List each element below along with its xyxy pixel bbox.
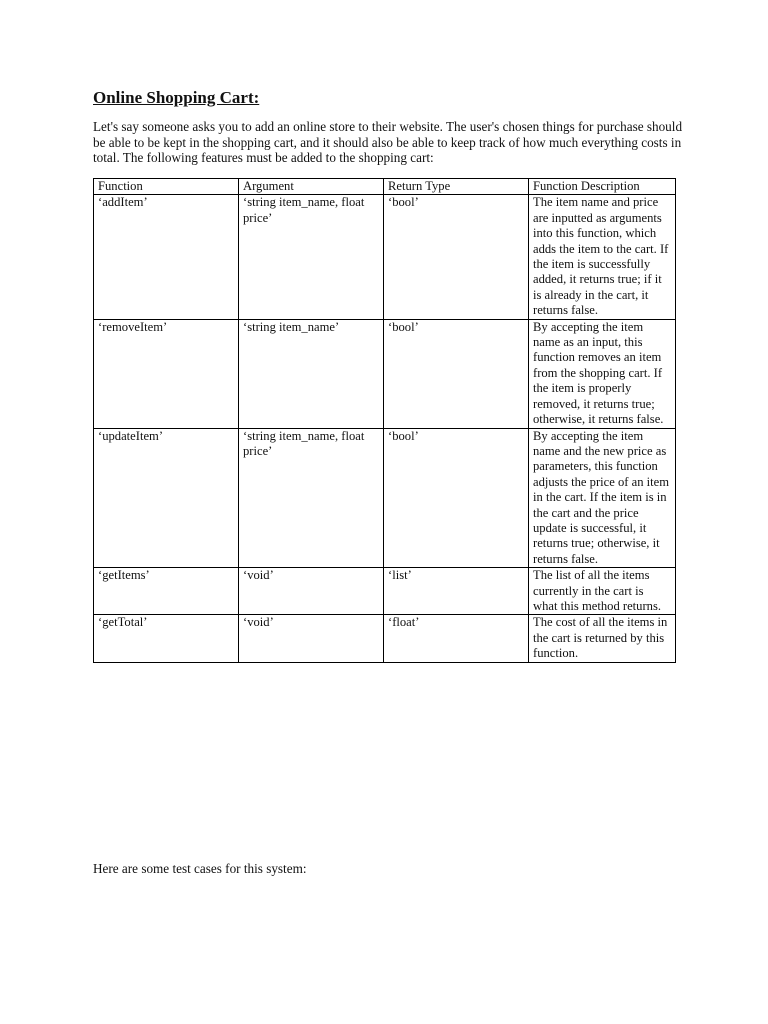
header-function-description: Function Description bbox=[529, 179, 676, 195]
test-cases-intro: Here are some test cases for this system: bbox=[93, 861, 307, 876]
table-row bbox=[94, 568, 676, 615]
return-type-cell: ‘list’ bbox=[384, 568, 529, 615]
description-cell: By accepting the item name as an input, this function removes an item from the shopping cart. If the item is properly removed, it returns true; otherwise, it returns false. bbox=[529, 319, 676, 428]
table-row bbox=[94, 615, 676, 662]
description-cell: The cost of all the items in the cart is returned by this function. bbox=[529, 615, 676, 662]
argument-cell: ‘void’ bbox=[239, 615, 384, 662]
function-cell: ‘addItem’ bbox=[94, 195, 239, 319]
intro-paragraph: Let's say someone asks you to add an online store to their website. The user's chosen things for purchase should be able to be kept in the shopping cart, and it should also be able to keep track of how much everything costs in total. The following features must be added to the shopping cart: bbox=[93, 119, 683, 166]
document-title: Online Shopping Cart: bbox=[93, 88, 260, 107]
header-function: Function bbox=[94, 179, 239, 195]
function-spec-table bbox=[93, 178, 676, 663]
header-argument: Argument bbox=[239, 179, 384, 195]
return-type-cell: ‘bool’ bbox=[384, 319, 529, 428]
argument-cell: ‘string item_name, float price’ bbox=[239, 428, 384, 568]
description-cell: The list of all the items currently in the cart is what this method returns. bbox=[529, 568, 676, 615]
function-cell: ‘getTotal’ bbox=[94, 615, 239, 662]
argument-cell: ‘void’ bbox=[239, 568, 384, 615]
header-return-type: Return Type bbox=[384, 179, 529, 195]
function-cell: ‘updateItem’ bbox=[94, 428, 239, 568]
return-type-cell: ‘bool’ bbox=[384, 428, 529, 568]
argument-cell: ‘string item_name’ bbox=[239, 319, 384, 428]
return-type-cell: ‘bool’ bbox=[384, 195, 529, 319]
return-type-cell: ‘float’ bbox=[384, 615, 529, 662]
table-row bbox=[94, 319, 676, 428]
table-row bbox=[94, 428, 676, 568]
description-cell: By accepting the item name and the new price as parameters, this function adjusts the price of an item in the cart. If the item is in the cart and the price update is successful, it returns true; otherwise, it returns false. bbox=[529, 428, 676, 568]
function-cell: ‘getItems’ bbox=[94, 568, 239, 615]
table-row bbox=[94, 195, 676, 319]
function-cell: ‘removeItem’ bbox=[94, 319, 239, 428]
argument-cell: ‘string item_name, float price’ bbox=[239, 195, 384, 319]
description-cell: The item name and price are inputted as arguments into this function, which adds the item to the cart. If the item is successfully added, it returns true; if it is already in the cart, it returns false. bbox=[529, 195, 676, 319]
table-header-row bbox=[94, 179, 676, 195]
